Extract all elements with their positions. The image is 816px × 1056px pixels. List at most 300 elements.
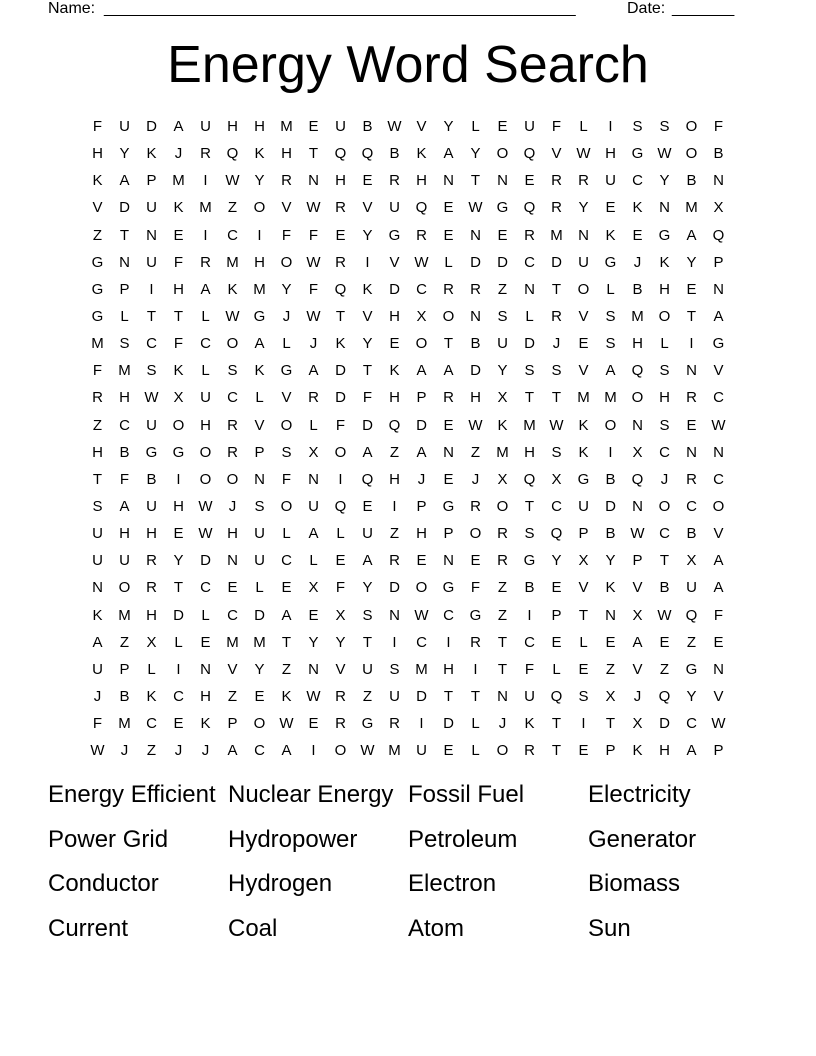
grid-letter[interactable]: W xyxy=(279,715,294,733)
grid-letter[interactable]: P xyxy=(119,660,130,678)
grid-letter[interactable]: A xyxy=(308,525,319,543)
grid-letter[interactable]: N xyxy=(470,307,481,325)
grid-letter[interactable]: V xyxy=(632,579,643,597)
grid-letter[interactable]: N xyxy=(308,660,319,678)
grid-letter[interactable]: P xyxy=(416,389,427,407)
grid-letter[interactable]: Y xyxy=(686,253,697,271)
grid-letter[interactable]: N xyxy=(227,552,238,570)
grid-letter[interactable]: C xyxy=(281,552,292,570)
grid-letter[interactable]: O xyxy=(280,253,293,271)
grid-letter[interactable]: L xyxy=(525,307,534,325)
grid-letter[interactable]: L xyxy=(606,280,615,298)
grid-letter[interactable]: R xyxy=(389,715,400,733)
grid-letter[interactable]: H xyxy=(173,280,184,298)
grid-letter[interactable]: P xyxy=(443,525,454,543)
grid-letter[interactable]: U xyxy=(92,552,103,570)
grid-letter[interactable]: N xyxy=(146,226,157,244)
grid-letter[interactable]: H xyxy=(389,307,400,325)
grid-letter[interactable]: M xyxy=(577,389,590,407)
grid-letter[interactable]: L xyxy=(255,579,264,597)
grid-letter[interactable]: W xyxy=(225,172,240,190)
grid-letter[interactable]: Z xyxy=(497,579,508,597)
grid-letter[interactable]: F xyxy=(335,579,346,597)
grid-letter[interactable]: E xyxy=(443,199,454,217)
grid-letter[interactable]: G xyxy=(442,579,455,597)
grid-letter[interactable]: Z xyxy=(92,416,103,434)
grid-letter[interactable]: V xyxy=(632,660,643,678)
grid-letter[interactable]: C xyxy=(713,470,724,488)
grid-letter[interactable]: W xyxy=(306,307,321,325)
grid-letter[interactable]: T xyxy=(551,715,562,733)
grid-letter[interactable]: Q xyxy=(388,416,401,434)
grid-letter[interactable]: S xyxy=(497,307,508,325)
grid-letter[interactable]: T xyxy=(497,633,508,651)
grid-letter[interactable]: G xyxy=(172,443,185,461)
grid-letter[interactable]: I xyxy=(311,742,316,760)
grid-letter[interactable]: M xyxy=(631,307,644,325)
grid-letter[interactable]: S xyxy=(551,362,562,380)
grid-letter[interactable]: S xyxy=(227,362,238,380)
grid-letter[interactable]: W xyxy=(360,742,375,760)
grid-letter[interactable]: L xyxy=(282,335,291,353)
grid-letter[interactable]: H xyxy=(605,145,616,163)
grid-letter[interactable]: V xyxy=(362,307,373,325)
grid-letter[interactable]: X xyxy=(605,687,616,705)
grid-letter[interactable]: U xyxy=(200,389,211,407)
grid-letter[interactable]: A xyxy=(362,552,373,570)
grid-letter[interactable]: T xyxy=(443,687,454,705)
grid-letter[interactable]: E xyxy=(173,226,184,244)
grid-letter[interactable]: W xyxy=(90,742,105,760)
grid-letter[interactable]: H xyxy=(389,389,400,407)
grid-letter[interactable]: S xyxy=(254,497,265,515)
grid-letter[interactable]: V xyxy=(227,660,238,678)
grid-letter[interactable]: Q xyxy=(523,145,536,163)
grid-letter[interactable]: T xyxy=(524,497,535,515)
grid-letter[interactable]: Y xyxy=(605,552,616,570)
grid-letter[interactable]: L xyxy=(309,416,318,434)
grid-letter[interactable]: K xyxy=(632,199,643,217)
grid-letter[interactable]: Y xyxy=(443,118,454,135)
grid-letter[interactable]: M xyxy=(523,416,536,434)
grid-letter[interactable]: G xyxy=(685,660,698,678)
grid-letter[interactable]: H xyxy=(443,660,454,678)
grid-letter[interactable]: L xyxy=(552,660,561,678)
grid-letter[interactable]: Q xyxy=(334,497,347,515)
grid-letter[interactable]: F xyxy=(92,362,103,380)
grid-letter[interactable]: A xyxy=(443,145,454,163)
grid-letter[interactable]: L xyxy=(471,715,480,733)
grid-letter[interactable]: Q xyxy=(712,226,725,244)
grid-letter[interactable]: S xyxy=(605,335,616,353)
grid-letter[interactable]: A xyxy=(605,362,616,380)
grid-letter[interactable]: N xyxy=(119,253,130,271)
grid-letter[interactable]: E xyxy=(335,226,346,244)
grid-letter[interactable]: M xyxy=(91,335,104,353)
grid-letter[interactable]: G xyxy=(523,552,536,570)
grid-letter[interactable]: A xyxy=(713,552,724,570)
grid-letter[interactable]: Z xyxy=(686,633,697,651)
grid-letter[interactable]: U xyxy=(146,253,157,271)
grid-letter[interactable]: S xyxy=(92,497,103,515)
grid-letter[interactable]: K xyxy=(659,253,670,271)
grid-letter[interactable]: K xyxy=(632,742,643,760)
grid-letter[interactable]: J xyxy=(633,687,642,705)
grid-letter[interactable]: X xyxy=(146,633,157,651)
grid-letter[interactable]: D xyxy=(200,552,211,570)
grid-letter[interactable]: Q xyxy=(226,145,239,163)
grid-letter[interactable]: G xyxy=(442,497,455,515)
grid-letter[interactable]: H xyxy=(632,335,643,353)
grid-letter[interactable]: U xyxy=(254,552,265,570)
grid-letter[interactable]: D xyxy=(416,416,427,434)
grid-letter[interactable]: I xyxy=(581,715,586,733)
grid-letter[interactable]: E xyxy=(470,552,481,570)
grid-letter[interactable]: F xyxy=(281,226,292,244)
grid-letter[interactable]: W xyxy=(414,253,429,271)
grid-letter[interactable]: H xyxy=(254,253,265,271)
grid-letter[interactable]: C xyxy=(524,253,535,271)
grid-letter[interactable]: M xyxy=(388,742,401,760)
grid-letter[interactable]: T xyxy=(281,633,292,651)
grid-letter[interactable]: D xyxy=(659,715,670,733)
grid-letter[interactable]: I xyxy=(149,280,154,298)
grid-letter[interactable]: C xyxy=(416,280,427,298)
grid-letter[interactable]: H xyxy=(524,443,535,461)
grid-letter[interactable]: I xyxy=(203,172,208,190)
grid-letter[interactable]: E xyxy=(713,633,724,651)
grid-letter[interactable]: R xyxy=(335,715,346,733)
grid-letter[interactable]: Y xyxy=(254,172,265,190)
grid-letter[interactable]: O xyxy=(658,497,671,515)
grid-letter[interactable]: J xyxy=(282,307,291,325)
grid-letter[interactable]: W xyxy=(549,416,564,434)
grid-letter[interactable]: U xyxy=(578,497,589,515)
grid-letter[interactable]: C xyxy=(443,606,454,624)
grid-letter[interactable]: T xyxy=(659,552,670,570)
grid-letter[interactable]: C xyxy=(173,687,184,705)
grid-letter[interactable]: J xyxy=(633,253,642,271)
grid-letter[interactable]: A xyxy=(119,497,130,515)
grid-letter[interactable]: I xyxy=(257,226,262,244)
grid-letter[interactable]: J xyxy=(417,470,426,488)
grid-letter[interactable]: V xyxy=(254,416,265,434)
grid-letter[interactable]: V xyxy=(713,525,724,543)
grid-letter[interactable]: U xyxy=(524,118,535,135)
grid-letter[interactable]: E xyxy=(524,172,535,190)
grid-letter[interactable]: T xyxy=(497,660,508,678)
grid-letter[interactable]: O xyxy=(685,118,698,135)
grid-letter[interactable]: I xyxy=(446,633,451,651)
grid-letter[interactable]: W xyxy=(306,687,321,705)
grid-letter[interactable]: S xyxy=(524,525,535,543)
grid-letter[interactable]: P xyxy=(119,280,130,298)
grid-letter[interactable]: Q xyxy=(658,687,671,705)
grid-letter[interactable]: Y xyxy=(659,172,670,190)
grid-letter[interactable]: R xyxy=(416,226,427,244)
grid-letter[interactable]: D xyxy=(173,606,184,624)
grid-letter[interactable]: U xyxy=(92,525,103,543)
grid-letter[interactable]: E xyxy=(200,633,211,651)
grid-letter[interactable]: K xyxy=(605,579,616,597)
grid-letter[interactable]: N xyxy=(497,172,508,190)
grid-letter[interactable]: E xyxy=(443,226,454,244)
grid-letter[interactable]: O xyxy=(604,416,617,434)
grid-letter[interactable]: A xyxy=(362,443,373,461)
grid-letter[interactable]: T xyxy=(119,226,130,244)
grid-letter[interactable]: W xyxy=(657,145,672,163)
grid-letter[interactable]: B xyxy=(119,443,130,461)
grid-letter[interactable]: E xyxy=(308,606,319,624)
grid-letter[interactable]: R xyxy=(686,389,697,407)
grid-letter[interactable]: L xyxy=(579,633,588,651)
grid-letter[interactable]: G xyxy=(496,199,509,217)
grid-letter[interactable]: E xyxy=(551,579,562,597)
grid-letter[interactable]: X xyxy=(632,606,643,624)
grid-letter[interactable]: I xyxy=(365,253,370,271)
grid-letter[interactable]: M xyxy=(226,633,239,651)
grid-letter[interactable]: X xyxy=(632,443,643,461)
grid-letter[interactable]: R xyxy=(200,253,211,271)
grid-letter[interactable]: G xyxy=(145,443,158,461)
grid-letter[interactable]: X xyxy=(686,552,697,570)
grid-letter[interactable]: Q xyxy=(523,470,536,488)
grid-letter[interactable]: W xyxy=(711,416,726,434)
grid-letter[interactable]: V xyxy=(713,362,724,380)
grid-letter[interactable]: Y xyxy=(254,660,265,678)
grid-letter[interactable]: R xyxy=(335,253,346,271)
grid-letter[interactable]: K xyxy=(146,145,157,163)
grid-letter[interactable]: K xyxy=(605,226,616,244)
grid-letter[interactable]: K xyxy=(200,715,211,733)
grid-letter[interactable]: B xyxy=(659,579,670,597)
grid-letter[interactable]: M xyxy=(253,280,266,298)
grid-letter[interactable]: K xyxy=(416,145,427,163)
grid-letter[interactable]: L xyxy=(201,362,210,380)
grid-letter[interactable]: I xyxy=(203,226,208,244)
grid-letter[interactable]: H xyxy=(659,389,670,407)
grid-letter[interactable]: H xyxy=(119,389,130,407)
grid-letter[interactable]: Y xyxy=(578,199,589,217)
grid-letter[interactable]: C xyxy=(632,172,643,190)
grid-letter[interactable]: J xyxy=(660,470,669,488)
grid-letter[interactable]: Y xyxy=(686,687,697,705)
grid-letter[interactable]: C xyxy=(524,633,535,651)
grid-letter[interactable]: B xyxy=(605,525,616,543)
grid-letter[interactable]: B xyxy=(119,687,130,705)
grid-letter[interactable]: F xyxy=(308,280,319,298)
grid-letter[interactable]: H xyxy=(227,525,238,543)
grid-letter[interactable]: X xyxy=(551,470,562,488)
grid-letter[interactable]: R xyxy=(470,497,481,515)
grid-letter[interactable]: D xyxy=(470,253,481,271)
grid-letter[interactable]: I xyxy=(392,633,397,651)
grid-letter[interactable]: A xyxy=(443,362,454,380)
grid-letter[interactable]: G xyxy=(91,280,104,298)
grid-letter[interactable]: O xyxy=(253,715,266,733)
grid-letter[interactable]: A xyxy=(227,742,238,760)
grid-letter[interactable]: Q xyxy=(334,145,347,163)
grid-letter[interactable]: E xyxy=(173,525,184,543)
grid-letter[interactable]: C xyxy=(200,579,211,597)
grid-letter[interactable]: I xyxy=(392,497,397,515)
grid-letter[interactable]: R xyxy=(92,389,103,407)
grid-letter[interactable]: H xyxy=(416,172,427,190)
grid-letter[interactable]: N xyxy=(578,226,589,244)
grid-letter[interactable]: O xyxy=(334,443,347,461)
grid-letter[interactable]: U xyxy=(605,172,616,190)
grid-letter[interactable]: O xyxy=(280,416,293,434)
grid-letter[interactable]: Z xyxy=(497,280,508,298)
grid-letter[interactable]: X xyxy=(173,389,184,407)
grid-letter[interactable]: U xyxy=(146,416,157,434)
grid-letter[interactable]: P xyxy=(578,525,589,543)
grid-letter[interactable]: G xyxy=(91,253,104,271)
grid-letter[interactable]: K xyxy=(281,687,292,705)
grid-letter[interactable]: I xyxy=(176,470,181,488)
grid-letter[interactable]: E xyxy=(497,226,508,244)
grid-letter[interactable]: O xyxy=(496,145,509,163)
grid-letter[interactable]: O xyxy=(469,525,482,543)
grid-letter[interactable]: Y xyxy=(281,280,292,298)
grid-letter[interactable]: O xyxy=(685,145,698,163)
grid-letter[interactable]: K xyxy=(92,606,103,624)
grid-letter[interactable]: Q xyxy=(550,525,563,543)
grid-letter[interactable]: V xyxy=(578,579,589,597)
grid-letter[interactable]: W xyxy=(306,253,321,271)
grid-letter[interactable]: X xyxy=(308,443,319,461)
grid-letter[interactable]: M xyxy=(172,172,185,190)
grid-letter[interactable]: B xyxy=(632,280,643,298)
grid-letter[interactable]: I xyxy=(419,715,424,733)
grid-letter[interactable]: L xyxy=(174,633,183,651)
grid-letter[interactable]: V xyxy=(362,199,373,217)
grid-letter[interactable]: Z xyxy=(659,660,670,678)
grid-letter[interactable]: O xyxy=(280,497,293,515)
grid-letter[interactable]: V xyxy=(281,389,292,407)
grid-letter[interactable]: S xyxy=(659,362,670,380)
grid-letter[interactable]: D xyxy=(416,687,427,705)
grid-letter[interactable]: G xyxy=(631,145,644,163)
grid-letter[interactable]: C xyxy=(119,416,130,434)
grid-letter[interactable]: O xyxy=(415,579,428,597)
grid-letter[interactable]: V xyxy=(281,199,292,217)
grid-letter[interactable]: E xyxy=(443,470,454,488)
grid-letter[interactable]: W xyxy=(468,416,483,434)
grid-letter[interactable]: H xyxy=(146,606,157,624)
grid-letter[interactable]: N xyxy=(389,606,400,624)
grid-letter[interactable]: Q xyxy=(631,362,644,380)
grid-letter[interactable]: I xyxy=(338,470,343,488)
grid-letter[interactable]: U xyxy=(92,660,103,678)
grid-letter[interactable]: M xyxy=(415,660,428,678)
grid-letter[interactable]: N xyxy=(470,226,481,244)
grid-letter[interactable]: S xyxy=(632,118,643,135)
grid-letter[interactable]: N xyxy=(713,172,724,190)
letter-grid[interactable] xyxy=(84,113,732,764)
grid-letter[interactable]: B xyxy=(389,145,400,163)
grid-letter[interactable]: L xyxy=(120,307,129,325)
grid-letter[interactable]: J xyxy=(552,335,561,353)
grid-letter[interactable]: O xyxy=(199,470,212,488)
grid-letter[interactable]: H xyxy=(200,687,211,705)
grid-letter[interactable]: Z xyxy=(227,199,238,217)
grid-letter[interactable]: C xyxy=(146,335,157,353)
grid-letter[interactable]: D xyxy=(389,280,400,298)
grid-letter[interactable]: G xyxy=(469,606,482,624)
grid-letter[interactable]: R xyxy=(146,579,157,597)
grid-letter[interactable]: W xyxy=(306,199,321,217)
grid-letter[interactable]: U xyxy=(146,497,157,515)
grid-letter[interactable]: D xyxy=(146,118,157,135)
grid-letter[interactable]: D xyxy=(524,335,535,353)
grid-letter[interactable]: T xyxy=(308,145,319,163)
grid-letter[interactable]: E xyxy=(389,335,400,353)
grid-letter[interactable]: L xyxy=(147,660,156,678)
grid-letter[interactable]: H xyxy=(119,525,130,543)
grid-letter[interactable]: T xyxy=(470,172,481,190)
grid-letter[interactable]: I xyxy=(689,335,694,353)
grid-letter[interactable]: T xyxy=(551,389,562,407)
grid-letter[interactable]: U xyxy=(308,497,319,515)
grid-letter[interactable]: R xyxy=(686,470,697,488)
grid-letter[interactable]: J xyxy=(309,335,318,353)
grid-letter[interactable]: A xyxy=(119,172,130,190)
grid-letter[interactable]: O xyxy=(199,443,212,461)
grid-letter[interactable]: W xyxy=(576,145,591,163)
grid-letter[interactable]: A xyxy=(281,606,292,624)
grid-letter[interactable]: Y xyxy=(335,633,346,651)
grid-letter[interactable]: R xyxy=(335,687,346,705)
grid-letter[interactable]: E xyxy=(173,715,184,733)
grid-letter[interactable]: T xyxy=(470,687,481,705)
grid-letter[interactable]: N xyxy=(632,416,643,434)
grid-letter[interactable]: A xyxy=(713,307,724,325)
grid-letter[interactable]: O xyxy=(631,389,644,407)
grid-letter[interactable]: V xyxy=(389,253,400,271)
grid-letter[interactable]: T xyxy=(173,307,184,325)
grid-letter[interactable]: K xyxy=(146,687,157,705)
grid-letter[interactable]: B xyxy=(146,470,157,488)
grid-letter[interactable]: U xyxy=(389,687,400,705)
grid-letter[interactable]: K xyxy=(578,443,589,461)
grid-letter[interactable]: I xyxy=(176,660,181,678)
grid-letter[interactable]: R xyxy=(551,307,562,325)
grid-letter[interactable]: S xyxy=(119,335,130,353)
grid-letter[interactable]: Y xyxy=(362,579,373,597)
grid-letter[interactable]: E xyxy=(497,118,508,135)
grid-letter[interactable]: Q xyxy=(361,470,374,488)
grid-letter[interactable]: K xyxy=(578,416,589,434)
grid-letter[interactable]: V xyxy=(578,362,589,380)
grid-letter[interactable]: N xyxy=(659,199,670,217)
grid-letter[interactable]: E xyxy=(551,633,562,651)
grid-letter[interactable]: A xyxy=(92,633,103,651)
grid-letter[interactable]: N xyxy=(713,443,724,461)
grid-letter[interactable]: N xyxy=(200,660,211,678)
grid-letter[interactable]: S xyxy=(146,362,157,380)
grid-letter[interactable]: G xyxy=(604,253,617,271)
grid-letter[interactable]: W xyxy=(144,389,159,407)
grid-letter[interactable]: L xyxy=(201,606,210,624)
grid-letter[interactable]: L xyxy=(579,118,588,135)
grid-letter[interactable]: H xyxy=(389,470,400,488)
grid-letter[interactable]: C xyxy=(551,497,562,515)
grid-letter[interactable]: L xyxy=(282,525,291,543)
grid-letter[interactable]: O xyxy=(712,497,725,515)
grid-letter[interactable]: U xyxy=(686,579,697,597)
grid-letter[interactable]: V xyxy=(92,199,103,217)
